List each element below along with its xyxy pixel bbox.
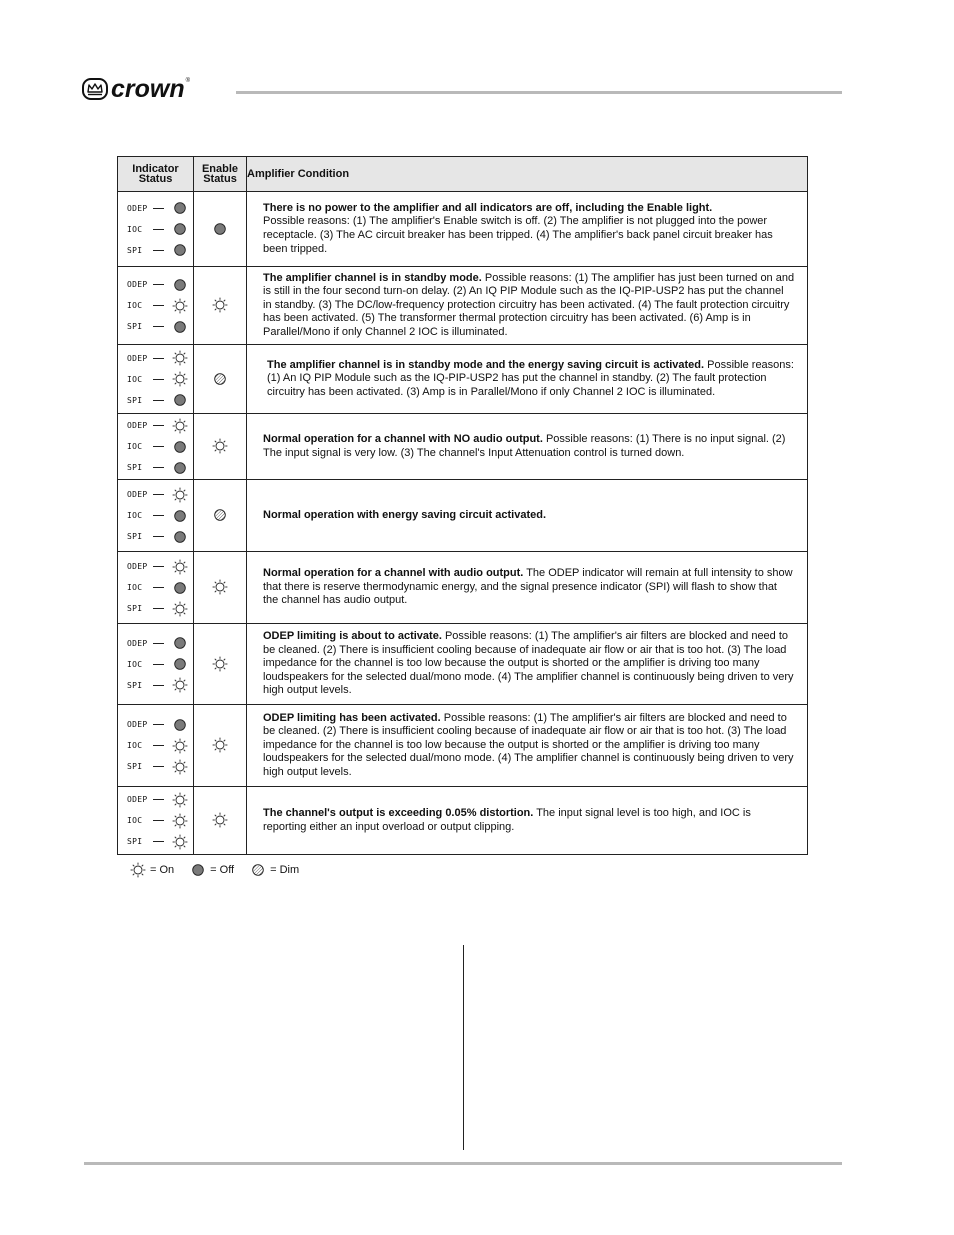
- condition-lead: The amplifier channel is in standby mode.: [263, 271, 482, 284]
- indicator-leader-line: [153, 799, 164, 800]
- enable-status-cell: [194, 480, 247, 552]
- indicator-odep: [118, 415, 193, 436]
- indicator-ioc: [118, 505, 193, 526]
- indicator-leader-line: [153, 494, 164, 495]
- indicator-label: IOC: [127, 224, 143, 234]
- enable-on-icon: [212, 438, 228, 454]
- header-indicator-status: [118, 157, 194, 192]
- enable-status-cell: [194, 787, 247, 855]
- indicator-odep: [118, 789, 193, 810]
- enable-on-icon: [212, 737, 228, 753]
- indicator-leader-line: [153, 425, 164, 426]
- header-indicator-status-text: Indicator Status: [132, 163, 179, 185]
- table-row: [118, 480, 808, 552]
- indicator-ioc: [118, 810, 193, 831]
- legend-dim: [250, 862, 299, 878]
- amplifier-condition-cell: [247, 414, 808, 480]
- indicator-odep: [118, 348, 193, 369]
- amplifier-condition-cell: [247, 552, 808, 624]
- indicator-label: ODEP: [127, 720, 148, 729]
- indicator-off-icon: [172, 319, 188, 335]
- legend-off: [190, 862, 234, 878]
- indicator-leader-line: [153, 685, 164, 686]
- indicator-on-icon: [172, 677, 188, 693]
- amplifier-condition-cell: [247, 624, 808, 705]
- indicator-on-icon: [172, 350, 188, 366]
- indicator-ioc: [118, 295, 193, 316]
- indicator-on-icon: [172, 813, 188, 829]
- indicator-label: IOC: [127, 374, 143, 384]
- condition-lead: Normal operation for a channel with NO audio output.: [263, 432, 543, 445]
- indicator-label: SPI: [127, 762, 143, 771]
- indicator-off-icon: [172, 656, 188, 672]
- footer-rule: [84, 1162, 842, 1165]
- indicator-on-icon: [172, 738, 188, 754]
- indicator-off-icon: [172, 580, 188, 596]
- indicator-label: SPI: [127, 604, 143, 613]
- indicator-label: IOC: [127, 442, 143, 451]
- condition-lead: The amplifier channel is in standby mode and the energy saving circuit is activated.: [267, 358, 705, 371]
- indicator-label: IOC: [127, 659, 143, 669]
- indicator-off-icon: [172, 439, 188, 455]
- table-row: [118, 787, 808, 855]
- indicator-leader-line: [153, 229, 164, 230]
- indicator-leader-line: [153, 766, 164, 767]
- condition-body: The ODEP indicator will remain at full intensity to show that there is reserve thermodynamic energy, and the signal presence indicator (SPI) will flash to show that the channel has audio output.: [263, 567, 793, 607]
- amplifier-condition-cell: [247, 345, 808, 414]
- enable-off-icon: [212, 221, 228, 237]
- enable-status-cell: [194, 705, 247, 787]
- indicator-leader-line: [153, 820, 164, 821]
- indicator-on-icon: [172, 601, 188, 617]
- enable-dim-icon: [212, 371, 228, 387]
- indicator-spi: [118, 457, 193, 478]
- indicator-label: ODEP: [127, 490, 148, 499]
- registered-mark: ®: [185, 78, 191, 84]
- indicator-leader-line: [153, 284, 164, 285]
- indicator-status-cell: [118, 480, 194, 552]
- indicator-leader-line: [153, 841, 164, 842]
- indicator-label: ODEP: [127, 795, 148, 804]
- indicator-leader-line: [153, 643, 164, 644]
- indicator-odep: [118, 274, 193, 295]
- enable-status-cell: [194, 192, 247, 267]
- indicator-spi: [118, 316, 193, 337]
- indicator-leader-line: [153, 400, 164, 401]
- amplifier-condition-cell: [247, 787, 808, 855]
- condition-lead: Normal operation with energy saving circuit activated.: [263, 508, 547, 521]
- header-amplifier-condition: Amplifier Condition: [247, 157, 808, 192]
- amplifier-condition-cell: [247, 705, 808, 787]
- table-row: [118, 705, 808, 787]
- indicator-odep: [118, 633, 193, 654]
- indicator-leader-line: [153, 587, 164, 588]
- indicator-spi: [118, 675, 193, 696]
- indicator-status-cell: [118, 414, 194, 480]
- enable-on-icon: [212, 656, 228, 672]
- indicator-label: SPI: [127, 395, 143, 405]
- indicator-label: IOC: [127, 816, 143, 825]
- indicator-odep: [118, 556, 193, 577]
- legend: [130, 862, 315, 878]
- indicator-label: ODEP: [127, 421, 148, 430]
- amplifier-condition-cell: [247, 192, 808, 267]
- indicator-ioc: [118, 735, 193, 756]
- indicator-ioc: [118, 436, 193, 457]
- indicator-leader-line: [153, 208, 164, 209]
- indicator-leader-line: [153, 305, 164, 306]
- indicator-label: IOC: [127, 741, 143, 750]
- indicator-odep: [118, 198, 193, 219]
- enable-status-cell: [194, 345, 247, 414]
- indicator-spi: [118, 598, 193, 619]
- indicator-off-icon: [172, 277, 188, 293]
- indicator-on-icon: [172, 559, 188, 575]
- indicator-leader-line: [153, 745, 164, 746]
- legend-dim-icon: [250, 862, 266, 878]
- legend-dim-label: = Dim: [270, 864, 300, 876]
- indicator-label: SPI: [127, 322, 143, 331]
- indicator-ioc: [118, 219, 193, 240]
- indicator-spi: [118, 526, 193, 547]
- indicator-spi: [118, 756, 193, 777]
- indicator-odep: [118, 484, 193, 505]
- indicator-ioc: [118, 369, 193, 390]
- indicator-on-icon: [172, 418, 188, 434]
- indicator-label: SPI: [127, 532, 143, 541]
- indicator-off-icon: [172, 392, 188, 408]
- condition-lead: There is no power to the amplifier and all indicators are off, including the Enable light.: [263, 201, 713, 214]
- enable-status-cell: [194, 624, 247, 705]
- indicator-status-cell: [118, 345, 194, 414]
- indicator-leader-line: [153, 664, 164, 665]
- indicator-off-icon: [172, 460, 188, 476]
- indicator-leader-line: [153, 446, 164, 447]
- indicator-label: IOC: [127, 583, 143, 592]
- indicator-odep: [118, 714, 193, 735]
- table-row: [118, 192, 808, 267]
- indicator-label: SPI: [127, 245, 143, 255]
- indicator-status-cell: [118, 624, 194, 705]
- header-enable-status: [194, 157, 247, 192]
- indicator-spi: [118, 390, 193, 411]
- header-enable-status-text: Enable Status: [201, 163, 239, 185]
- table-row: [118, 552, 808, 624]
- crown-emblem-icon: [82, 78, 108, 100]
- indicator-label: IOC: [127, 511, 143, 520]
- enable-on-icon: [212, 297, 228, 313]
- indicator-off-icon: [172, 242, 188, 258]
- column-divider: [463, 945, 464, 1150]
- condition-body: Possible reasons: (1) The amplifier's Enable switch is off. (2) The amplifier is not plugged into the power receptacle. (3) The AC circuit breaker has been tripped. (4) The amplifier's back panel circuit breaker has been tripped.: [263, 215, 773, 255]
- header-rule: [236, 91, 842, 94]
- table-row: [118, 267, 808, 345]
- enable-dim-icon: [212, 507, 228, 523]
- indicator-status-cell: [118, 267, 194, 345]
- enable-status-cell: [194, 414, 247, 480]
- condition-lead: ODEP limiting has been activated.: [263, 711, 441, 724]
- indicator-on-icon: [172, 298, 188, 314]
- indicator-leader-line: [153, 566, 164, 567]
- indicator-on-icon: [172, 759, 188, 775]
- condition-lead: ODEP limiting is about to activate.: [263, 630, 442, 643]
- condition-body: Possible reasons: (1) The amplifier's air filters are blocked and need to be cleaned. (2) There is insufficient cooling because of inadequate air flow or air that is too hot. (3) The load impedance for the channel is too low because the output is shorted or the amplifier is driving too many loudspeakers for the selected dual/mono mode. (4) The amplifier channel is continuously being driven to very high output levels.: [263, 630, 794, 697]
- indicator-on-icon: [172, 834, 188, 850]
- indicator-label: ODEP: [127, 638, 148, 648]
- indicator-label: IOC: [127, 301, 143, 310]
- condition-lead: Normal operation for a channel with audio output.: [263, 567, 524, 580]
- indicator-leader-line: [153, 379, 164, 380]
- enable-on-icon: [212, 812, 228, 828]
- table-row: [118, 345, 808, 414]
- indicator-off-icon: [172, 529, 188, 545]
- enable-status-cell: [194, 552, 247, 624]
- indicator-off-icon: [172, 717, 188, 733]
- indicator-leader-line: [153, 467, 164, 468]
- indicator-label: ODEP: [127, 280, 148, 289]
- table-row: [118, 624, 808, 705]
- indicator-leader-line: [153, 250, 164, 251]
- indicator-leader-line: [153, 358, 164, 359]
- amplifier-condition-cell: [247, 480, 808, 552]
- condition-lead: The channel's output is exceeding 0.05% distortion.: [263, 806, 534, 819]
- indicator-leader-line: [153, 536, 164, 537]
- indicator-label: ODEP: [127, 353, 148, 363]
- crown-wordmark: crown: [111, 74, 185, 103]
- condition-body: Possible reasons: (1) There is no input signal. (2) The input signal is very low. (3) The channel's Input Attenuation control is turned down.: [263, 432, 786, 459]
- indicator-ioc: [118, 577, 193, 598]
- indicator-off-icon: [172, 635, 188, 651]
- indicator-off-icon: [172, 508, 188, 524]
- legend-off-label: = Off: [210, 864, 235, 876]
- indicator-on-icon: [172, 792, 188, 808]
- condition-body: Possible reasons: (1) The amplifier's air filters are blocked and need to be cleaned. (2) There is insufficient cooling because of inadequate air flow or air that is too hot. (3) The load impedance for the channel is too low because the output is shorted or the amplifier is driving too many loudspeakers for the selected dual/mono mode. (4) The amplifier channel is continuously being driven to very high output levels.: [263, 711, 794, 778]
- indicator-leader-line: [153, 608, 164, 609]
- indicator-label: SPI: [127, 680, 143, 690]
- indicator-status-cell: [118, 552, 194, 624]
- indicator-spi: [118, 831, 193, 852]
- indicator-status-cell: [118, 192, 194, 267]
- crown-logo: [82, 76, 190, 102]
- indicator-on-icon: [172, 487, 188, 503]
- indicator-label: SPI: [127, 463, 143, 472]
- condition-body: Possible reasons: (1) An IQ PIP Module such as the IQ-PIP-USP2 has put the channel in standby. (2) The fault protection circuitry has been activated. (3) Amp is in Parallel/Mono if only Channel 2 IOC is illuminated.: [267, 358, 794, 398]
- indicator-leader-line: [153, 724, 164, 725]
- indicator-status-table: [117, 156, 808, 855]
- indicator-off-icon: [172, 221, 188, 237]
- table-header-row: [118, 157, 808, 192]
- condition-body: The input signal level is too high, and IOC is reporting either an input overload or output clipping.: [263, 806, 751, 833]
- indicator-label: SPI: [127, 837, 143, 846]
- enable-status-cell: [194, 267, 247, 345]
- legend-off-icon: [190, 862, 206, 878]
- amplifier-condition-cell: [247, 267, 808, 345]
- indicator-label: ODEP: [127, 562, 148, 571]
- indicator-label: ODEP: [127, 203, 148, 213]
- indicator-status-cell: [118, 705, 194, 787]
- indicator-ioc: [118, 654, 193, 675]
- indicator-status-cell: [118, 787, 194, 855]
- legend-on-icon: [130, 862, 146, 878]
- indicator-leader-line: [153, 326, 164, 327]
- condition-body: Possible reasons: (1) The amplifier has just been turned on and is still in the four second turn-on delay. (2) An IQ PIP Module such as the IQ-PIP-USP2 has put the channel in standby. (3) The DC/low-frequency protection circuitry has been activated. (4) The fault protection circuitry has been activated. (5) The transformer thermal protection circuitry has been activated. (6) Amp is in Parallel/Mono if only Channel 2 IOC is illuminated.: [263, 271, 795, 338]
- legend-on: [130, 862, 174, 878]
- legend-on-label: = On: [150, 864, 175, 876]
- indicator-on-icon: [172, 371, 188, 387]
- enable-on-icon: [212, 579, 228, 595]
- indicator-off-icon: [172, 200, 188, 216]
- indicator-spi: [118, 240, 193, 261]
- indicator-leader-line: [153, 515, 164, 516]
- table-row: [118, 414, 808, 480]
